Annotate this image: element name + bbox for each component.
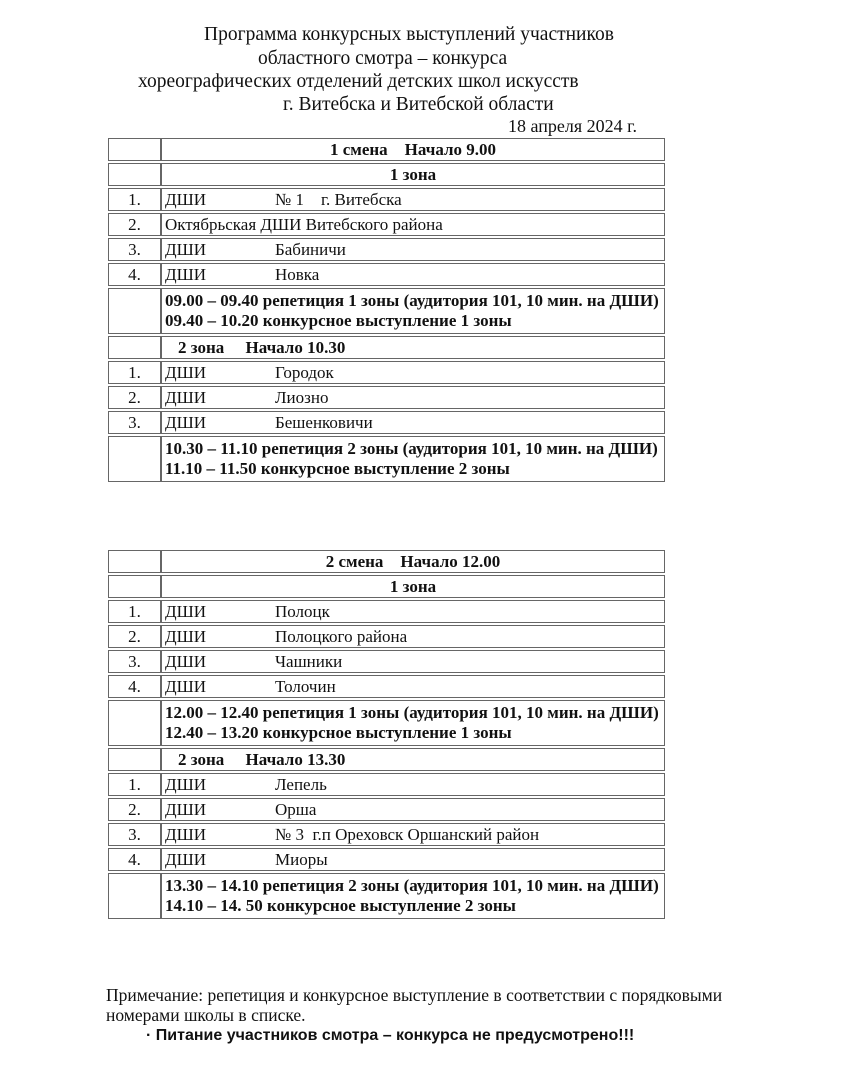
shift-header-row [108, 138, 665, 161]
school-name: Городок [275, 362, 334, 382]
shift-title: 2 смена Начало 12.00 [161, 550, 665, 573]
school-name: Миоры [275, 849, 328, 869]
schedule-performance: 09.40 – 10.20 конкурсное выступление 1 зоны [165, 311, 512, 330]
school-type: Октябрьская ДШИ Витебского района [161, 213, 665, 236]
schedule-rehearsal: 10.30 – 11.10 репетиция 2 зоны (аудитория 101, 10 мин. на ДШИ) [165, 439, 658, 458]
school-name: Лиозно [275, 387, 329, 407]
title-line-4: г. Витебска и Витебской области [283, 94, 554, 115]
school-type: ДШИ [165, 264, 207, 284]
row-number: 3. [108, 650, 161, 673]
zone-title: 1 зона [161, 575, 665, 598]
school-type: ДШИ [165, 412, 207, 432]
schedule-row [108, 873, 665, 919]
zone-header-row [108, 163, 665, 186]
schedule-performance: 14.10 – 14. 50 конкурсное выступление 2 зоны [165, 896, 516, 915]
schedule-rehearsal: 12.00 – 12.40 репетиция 1 зоны (аудитория 101, 10 мин. на ДШИ) [165, 703, 659, 722]
row-number: 1. [108, 600, 161, 623]
school-type: ДШИ [165, 601, 207, 621]
school-name: Толочин [275, 676, 336, 696]
shift-header-row [108, 550, 665, 573]
row-number: 3. [108, 238, 161, 261]
schedule-row [108, 436, 665, 482]
table-row [108, 848, 665, 871]
row-number: 4. [108, 675, 161, 698]
zone-title: 2 зона Начало 10.30 [161, 336, 665, 359]
school-name: Орша [275, 799, 317, 819]
row-number: 2. [108, 625, 161, 648]
warning-text: · Питание участников смотра – конкурса не предусмотрено!!! [146, 1027, 635, 1044]
school-name: № 3 г.п Ореховск Оршанский район [275, 824, 540, 844]
table-row [108, 625, 665, 648]
shift-1-table [108, 136, 665, 484]
school-type: ДШИ [165, 799, 207, 819]
school-name: Бешенковичи [275, 412, 373, 432]
table-row [108, 411, 665, 434]
zone-header-row [108, 336, 665, 359]
school-name: Бабиничи [275, 239, 346, 259]
row-number: 1. [108, 773, 161, 796]
schedule-rehearsal: 13.30 – 14.10 репетиция 2 зоны (аудитория 101, 10 мин. на ДШИ) [165, 876, 659, 895]
school-type: ДШИ [165, 626, 207, 646]
table-row [108, 773, 665, 796]
table-row [108, 600, 665, 623]
table-row [108, 238, 665, 261]
table-row [108, 188, 665, 211]
row-number: 3. [108, 411, 161, 434]
table-row [108, 675, 665, 698]
schedule-row [108, 288, 665, 334]
school-name: Полоцк [275, 601, 330, 621]
school-type: ДШИ [165, 676, 207, 696]
table-row [108, 386, 665, 409]
table-row [108, 650, 665, 673]
title-line-1: Программа конкурсных выступлений участников [204, 24, 614, 45]
school-type: ДШИ [165, 239, 207, 259]
school-type: ДШИ [165, 849, 207, 869]
schedule-row [108, 700, 665, 746]
row-number: 2. [108, 386, 161, 409]
note-text: Примечание: репетиция и конкурсное выступление в соответствии с порядковыми номерами школы в списке. [106, 985, 723, 1025]
table-row [108, 213, 665, 236]
title-line-3: хореографических отделений детских школ искусств [138, 71, 579, 92]
table-row [108, 823, 665, 846]
row-number: 4. [108, 848, 161, 871]
row-number: 4. [108, 263, 161, 286]
zone-header-row [108, 748, 665, 771]
row-number: 1. [108, 361, 161, 384]
table-row [108, 361, 665, 384]
row-number: 2. [108, 798, 161, 821]
row-number: 2. [108, 213, 161, 236]
school-type: ДШИ [165, 824, 207, 844]
table-row [108, 263, 665, 286]
school-type: ДШИ [165, 387, 207, 407]
school-name: № 1 г. Витебска [275, 189, 402, 209]
school-type: ДШИ [165, 189, 207, 209]
school-name: Новка [275, 264, 320, 284]
school-name: Полоцкого района [275, 626, 408, 646]
row-number: 1. [108, 188, 161, 211]
shift-2-table [108, 548, 665, 921]
zone-title: 1 зона [161, 163, 665, 186]
school-type: ДШИ [165, 651, 207, 671]
schedule-performance: 11.10 – 11.50 конкурсное выступление 2 зоны [165, 459, 510, 478]
document-date: 18 апреля 2024 г. [508, 116, 637, 136]
school-name: Чашники [275, 651, 343, 671]
school-type: ДШИ [165, 362, 207, 382]
schedule-rehearsal: 09.00 – 09.40 репетиция 1 зоны (аудитория 101, 10 мин. на ДШИ) [165, 291, 659, 310]
title-line-2: областного смотра – конкурса [258, 48, 508, 69]
school-name: Лепель [275, 774, 327, 794]
schedule-performance: 12.40 – 13.20 конкурсное выступление 1 зоны [165, 723, 512, 742]
shift-title: 1 смена Начало 9.00 [161, 138, 665, 161]
row-number: 3. [108, 823, 161, 846]
school-type: ДШИ [165, 774, 207, 794]
zone-title: 2 зона Начало 13.30 [161, 748, 665, 771]
table-row [108, 798, 665, 821]
zone-header-row [108, 575, 665, 598]
